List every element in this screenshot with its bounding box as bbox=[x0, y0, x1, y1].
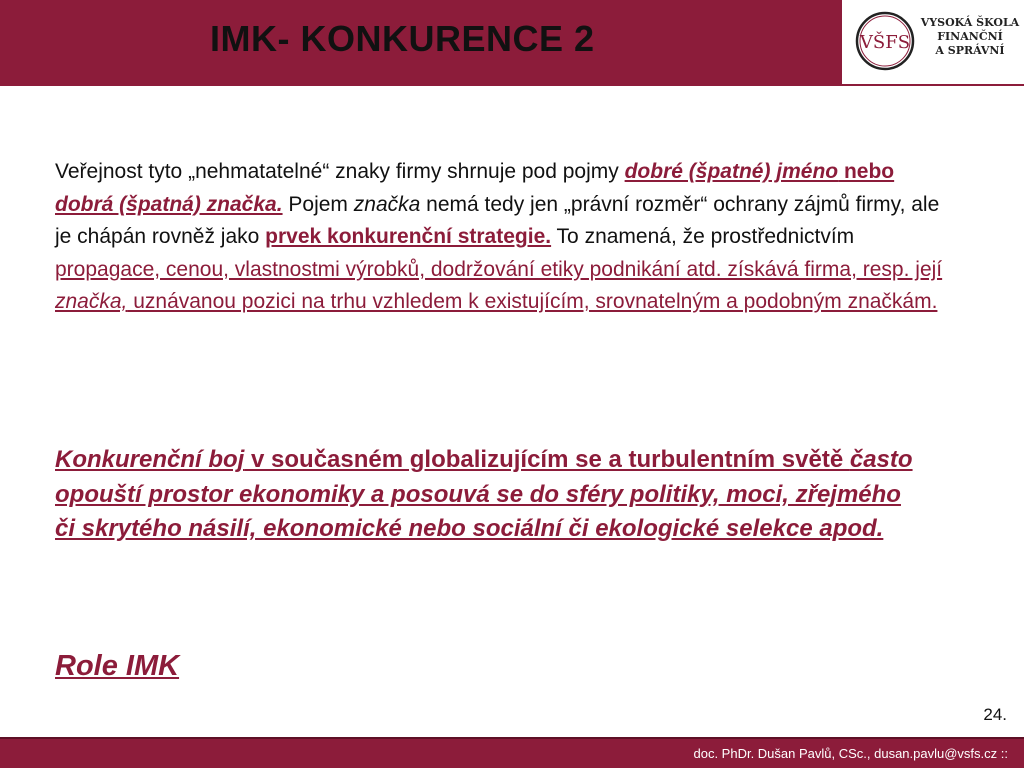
slide-title: IMK- KONKURENCE 2 bbox=[210, 18, 595, 59]
footer-bar bbox=[0, 737, 1024, 768]
term-competitive-struggle: Konkurenční boj bbox=[55, 446, 245, 473]
page-number: 24. bbox=[983, 705, 1007, 724]
p1-connector: nebo bbox=[838, 160, 895, 183]
term-good-brand: dobrá (špatná) značka. bbox=[55, 192, 283, 216]
footer-author: doc. PhDr. Dušan Pavlů, CSc., dusan.pavlu@vsfs.cz :: bbox=[693, 746, 1008, 761]
p1-underlined-text-1: propagace, cenou, vlastnostmi výrobků, dodržování etiky podnikání atd. získává firma, resp. její bbox=[55, 257, 943, 281]
p2-text-1: v současném globalizujícím se a turbulentním světě bbox=[244, 446, 850, 473]
logo-monogram: VŠFS bbox=[859, 32, 911, 53]
role-imk-heading: Role IMK bbox=[55, 650, 180, 682]
logo-line-2: FINANČNÍ bbox=[937, 30, 1003, 43]
paragraph-competition bbox=[55, 443, 925, 547]
logo-wordmark bbox=[920, 16, 1020, 58]
header-bar bbox=[0, 0, 842, 86]
term-good-name: dobré (špatné) jméno bbox=[624, 160, 839, 183]
p1-text-1: Veřejnost tyto „nehmatatelné“ znaky firmy shrnuje pod pojmy bbox=[55, 160, 625, 183]
p1-underlined-text-2: uznávanou pozici na trhu vzhledem k existujícím, srovnatelným a podobným značkám. bbox=[127, 290, 938, 313]
p1-text-3: nemá tedy jen „právní rozměr“ ochrany zájmů firmy, ale je chápán rovněž jako bbox=[55, 192, 940, 248]
term-competitive-strategy: prvek konkurenční strategie. bbox=[265, 225, 552, 248]
vsfs-emblem-icon bbox=[854, 10, 916, 72]
p1-underlined-brand: značka, bbox=[55, 290, 128, 313]
p1-text-4: To znamená, že prostřednictvím bbox=[551, 225, 855, 248]
logo-line-1: VYSOKÁ ŠKOLA bbox=[920, 16, 1020, 29]
p1-text-2: Pojem bbox=[282, 192, 354, 216]
school-logo bbox=[842, 0, 1024, 86]
paragraph-brand-reputation bbox=[55, 156, 955, 319]
term-brand: značka bbox=[353, 192, 421, 216]
p2-text-2: často opouští prostor ekonomiky a posouvá se do sféry politiky, moci, zřejmého či skrytého násilí, ekonomické nebo sociální či ekologické selekce apod. bbox=[55, 446, 913, 542]
logo-line-3: A SPRÁVNÍ bbox=[935, 44, 1005, 57]
